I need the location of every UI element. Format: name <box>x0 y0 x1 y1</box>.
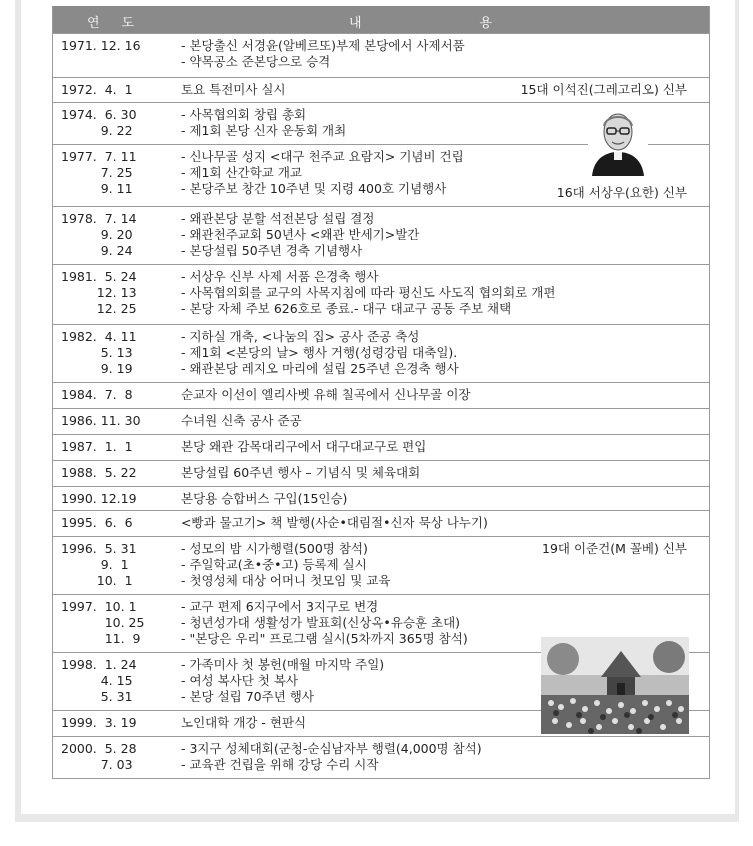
item: 순교자 이선이 엘리사벳 유해 칠곡에서 신나무골 이장 <box>181 387 471 402</box>
date: 9. 19 <box>61 361 133 376</box>
row-dates <box>61 465 169 481</box>
item: <빵과 물고기> 책 발행(사순•대림절•신자 묵상 나누기) <box>181 515 488 530</box>
row-items <box>181 515 701 531</box>
row-items <box>181 269 701 317</box>
header-year: 연도 <box>87 16 157 31</box>
table-row <box>53 460 709 486</box>
procession-crowd-photo <box>541 637 689 734</box>
pastor-note: 16대 서상우(요한) 신부 <box>556 185 687 200</box>
item: - 본당주보 창간 10주년 및 지령 400호 기념행사 <box>181 181 447 196</box>
date: 1998. 1. 24 <box>61 657 137 672</box>
item: - 사목협의회 창립 총회 <box>181 107 307 122</box>
item: 본당 왜관 감목대리구에서 대구대교구로 편입 <box>181 439 427 454</box>
item: - 여성 복사단 첫 복사 <box>181 673 299 688</box>
header-content: 내용 <box>349 16 611 31</box>
item: - 본당설립 50주년 경축 기념행사 <box>181 243 363 258</box>
date: 1978. 7. 14 <box>61 211 137 226</box>
item: - 주일학교(초•중•고) 등록제 실시 <box>181 557 367 572</box>
date: 9. 22 <box>61 123 133 138</box>
item: - 신나무골 성지 <대구 천주교 요람지> 기념비 건립 <box>181 149 464 164</box>
pastor-note: 15대 이석진(그레고리오) 신부 <box>520 82 687 97</box>
item: - 왜관본당 레지오 마리에 설립 25주년 은경축 행사 <box>181 361 459 376</box>
row-items <box>181 211 701 259</box>
row-dates <box>61 657 169 705</box>
date: 5. 31 <box>61 689 133 704</box>
item: - 첫영성체 대상 어머니 첫모임 및 교육 <box>181 573 391 588</box>
date: 9. 20 <box>61 227 133 242</box>
row-items <box>181 741 701 773</box>
item: - 3지구 성체대회(군청-순심남자부 행렬(4,000명 참석) <box>181 741 482 756</box>
item: - 교구 편제 6지구에서 3지구로 변경 <box>181 599 379 614</box>
date: 1972. 4. 1 <box>61 82 133 97</box>
row-dates <box>61 149 169 197</box>
date: 1988. 5. 22 <box>61 465 137 480</box>
item: 본당용 승합버스 구입(15인승) <box>181 491 348 506</box>
row-dates <box>61 715 169 731</box>
date: 1996. 5. 31 <box>61 541 137 556</box>
date: 12. 25 <box>61 301 137 316</box>
date: 1981. 5. 24 <box>61 269 137 284</box>
table-row <box>53 264 709 324</box>
item: - 교육관 건립을 위해 강당 수리 시작 <box>181 757 379 772</box>
date: 1971. 12. 16 <box>61 38 141 53</box>
date: 1990. 12.19 <box>61 491 137 506</box>
date: 1995. 6. 6 <box>61 515 133 530</box>
priest-portrait-photo <box>588 104 648 176</box>
row-dates <box>61 38 169 54</box>
row-dates <box>61 82 169 98</box>
date: 5. 13 <box>61 345 133 360</box>
item: - 왜관천주교회 50년사 <왜관 반세기>발간 <box>181 227 420 242</box>
date: 1977. 7. 11 <box>61 149 137 164</box>
row-items <box>181 329 701 377</box>
row-items <box>181 413 701 429</box>
date: 10. 1 <box>61 573 133 588</box>
item: - 제1회 산간학교 개교 <box>181 165 302 180</box>
item: - 제1회 본당 신자 운동회 개최 <box>181 123 347 138</box>
date: 9. 24 <box>61 243 133 258</box>
date: 12. 13 <box>61 285 137 300</box>
row-dates <box>61 387 169 403</box>
date: 1999. 3. 19 <box>61 715 137 730</box>
item: - 가족미사 첫 봉헌(매월 마지막 주일) <box>181 657 385 672</box>
table-row <box>53 77 709 102</box>
table-header <box>53 6 709 33</box>
date: 2000. 5. 28 <box>61 741 137 756</box>
table-row <box>53 510 709 536</box>
table-row <box>53 206 709 264</box>
date: 10. 25 <box>61 615 145 630</box>
date: 1986. 11. 30 <box>61 413 141 428</box>
item: - 제1회 <본당의 날> 행사 거행(성령강림 대축일). <box>181 345 458 360</box>
row-items <box>181 387 701 403</box>
row-dates <box>61 439 169 455</box>
row-dates <box>61 269 169 317</box>
row-dates <box>61 541 169 589</box>
date: 9. 11 <box>61 181 133 196</box>
date: 1997. 10. 1 <box>61 599 137 614</box>
date: 11. 9 <box>61 631 141 646</box>
row-dates <box>61 413 169 429</box>
table-row <box>53 324 709 382</box>
pastor-note: 19대 이준건(M 꼴베) 신부 <box>542 541 687 556</box>
item: 노인대학 개강 - 현판식 <box>181 715 307 730</box>
item: - 서상우 신부 사제 서품 은경축 행사 <box>181 269 379 284</box>
table-row <box>53 486 709 510</box>
table-row <box>53 536 709 594</box>
row-dates <box>61 599 169 647</box>
item: - 왜관본당 분할 석전본당 설립 결정 <box>181 211 375 226</box>
table-row <box>53 736 709 778</box>
item: - 사목협의회를 교구의 사목지침에 따라 평신도 사도직 협의회로 개편 <box>181 285 556 300</box>
row-dates <box>61 107 169 139</box>
item: - 본당출신 서경윤(알베르또)부제 본당에서 사제서품 <box>181 38 465 53</box>
row-items <box>181 38 701 70</box>
date: 9. 1 <box>61 557 129 572</box>
item: - 청년성가대 생활성가 발표회(신상옥•유승훈 초대) <box>181 615 461 630</box>
date: 7. 03 <box>61 757 133 772</box>
item: 토요 특전미사 실시 <box>181 82 286 97</box>
row-items <box>181 439 701 455</box>
date: 1984. 7. 8 <box>61 387 133 402</box>
row-dates <box>61 329 169 377</box>
item: - 약목공소 준본당으로 승격 <box>181 54 331 69</box>
row-dates <box>61 741 169 773</box>
item: 수녀원 신축 공사 준공 <box>181 413 302 428</box>
table-row <box>53 33 709 77</box>
item: - 지하실 개축, <나눔의 집> 공사 준공 축성 <box>181 329 420 344</box>
date: 1987. 1. 1 <box>61 439 133 454</box>
item: - 본당 설립 70주년 행사 <box>181 689 314 704</box>
date: 7. 25 <box>61 165 133 180</box>
item: 본당설립 60주년 행사 – 기념식 및 체육대회 <box>181 465 421 480</box>
date: 4. 15 <box>61 673 133 688</box>
row-items <box>181 491 701 507</box>
row-items <box>181 465 701 481</box>
item: - 성모의 밤 시가행렬(500명 참석) <box>181 541 368 556</box>
row-dates <box>61 211 169 259</box>
table-row <box>53 382 709 408</box>
table-row <box>53 434 709 460</box>
date: 1974. 6. 30 <box>61 107 137 122</box>
date: 1982. 4. 11 <box>61 329 137 344</box>
item: - "본당은 우리" 프로그램 실시(5차까지 365명 참석) <box>181 631 468 646</box>
row-dates <box>61 515 169 531</box>
item: - 본당 자체 주보 626호로 종료.- 대구 대교구 공동 주보 채택 <box>181 301 512 316</box>
table-row <box>53 408 709 434</box>
row-dates <box>61 491 169 507</box>
